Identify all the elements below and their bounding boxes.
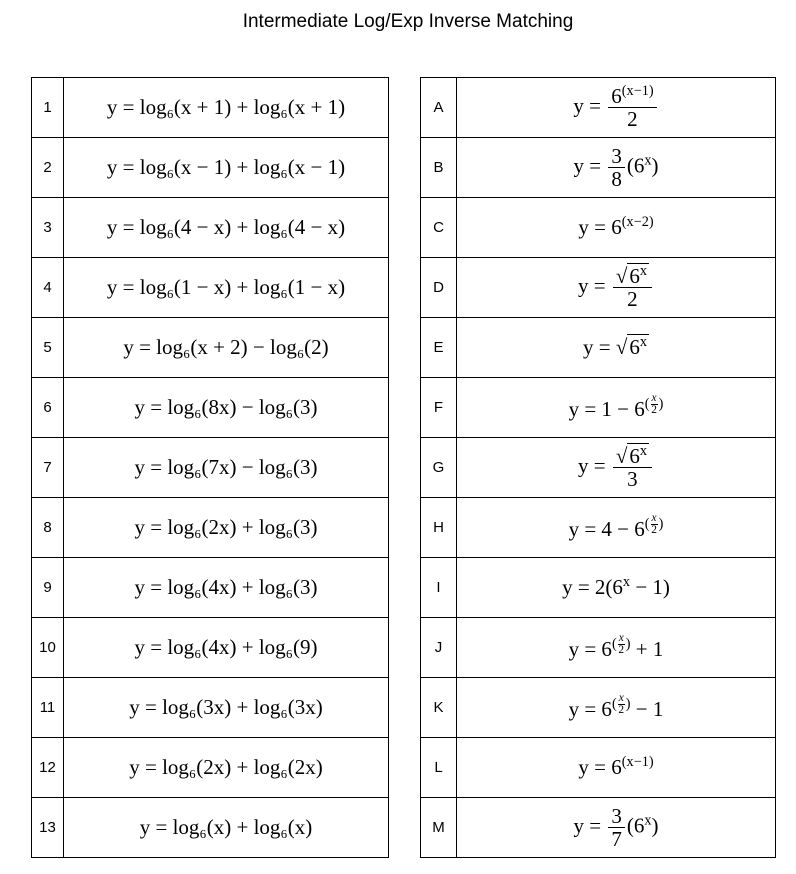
row-letter: D xyxy=(421,258,457,318)
exp-denominator: 2 xyxy=(651,404,657,417)
expr-prefix: y = xyxy=(573,813,602,838)
exponent xyxy=(644,511,664,537)
row-letter: H xyxy=(421,498,457,558)
table-row xyxy=(32,78,389,138)
log-expression: y = log₆(x + 2) − log₆(2) xyxy=(64,318,389,378)
fraction xyxy=(608,85,656,130)
expr-prefix: y = 1 − 6 xyxy=(568,397,645,422)
radicand-value: 6 xyxy=(629,335,640,359)
fraction-denominator: 7 xyxy=(611,827,622,851)
table-row xyxy=(421,378,776,438)
row-letter: A xyxy=(421,78,457,138)
table-row xyxy=(32,378,389,438)
fraction-denominator: 2 xyxy=(627,287,638,311)
expr-suffix-end: ) xyxy=(651,813,659,838)
expr-prefix: y = 2(6 xyxy=(562,575,623,599)
row-letter: C xyxy=(421,198,457,258)
row-letter: B xyxy=(421,138,457,198)
table-row xyxy=(421,438,776,498)
expr-prefix: y = 6 xyxy=(568,697,612,722)
inverse-expression xyxy=(457,618,776,678)
exp-numerator: x xyxy=(618,631,624,644)
radicand xyxy=(627,443,649,468)
expr-prefix: y = xyxy=(577,273,606,298)
expr-prefix: y = xyxy=(573,93,602,118)
inverse-expression xyxy=(457,738,776,798)
row-letter: I xyxy=(421,558,457,618)
fraction-numerator xyxy=(608,85,656,108)
table-row xyxy=(32,558,389,618)
row-number: 11 xyxy=(32,678,64,738)
exponent: x xyxy=(639,334,647,351)
numerator-value: 6 xyxy=(611,83,622,108)
fraction xyxy=(608,145,625,190)
radicand-value: 6 xyxy=(629,263,640,288)
inverse-expression xyxy=(457,198,776,258)
exponent: x xyxy=(622,574,631,591)
expr-prefix: y = xyxy=(577,453,606,478)
table-row xyxy=(32,138,389,198)
exponent-fraction xyxy=(651,393,658,417)
expr-prefix: y = 4 − 6 xyxy=(568,517,645,542)
exponent-fraction xyxy=(618,633,625,657)
row-number: 12 xyxy=(32,738,64,798)
expr-prefix: y = xyxy=(573,153,602,178)
log-expression: y = log₆(4x) + log₆(3) xyxy=(64,558,389,618)
exp-paren-close: ) xyxy=(625,696,631,713)
fraction-numerator: 3 xyxy=(608,145,625,168)
exponent xyxy=(611,691,631,717)
table-row xyxy=(421,258,776,318)
table-row xyxy=(32,198,389,258)
row-letter: M xyxy=(421,798,457,858)
log-expression: y = log₆(3x) + log₆(3x) xyxy=(64,678,389,738)
square-root: √6$^x$ xyxy=(615,334,647,359)
table-row xyxy=(32,498,389,558)
inverse-expression xyxy=(457,138,776,198)
row-letter: F xyxy=(421,378,457,438)
table-row xyxy=(32,258,389,318)
exp-numerator: x xyxy=(651,391,657,404)
expr-prefix: y = 6 xyxy=(578,755,622,779)
row-letter: G xyxy=(421,438,457,498)
row-number: 4 xyxy=(32,258,64,318)
expr-suffix: − 1 xyxy=(630,697,664,722)
table-row xyxy=(421,798,776,858)
exponent: (x−2) xyxy=(621,214,654,231)
log-expression: y = log₆(4x) + log₆(9) xyxy=(64,618,389,678)
fraction xyxy=(613,265,652,310)
exp-paren-open: ( xyxy=(644,516,650,533)
table-row xyxy=(421,738,776,798)
inverse-expression xyxy=(457,378,776,438)
expr-suffix: (6 xyxy=(626,813,645,838)
exp-numerator: x xyxy=(651,511,657,524)
exponent: x xyxy=(644,152,652,169)
expr-suffix-end: ) xyxy=(651,153,659,178)
fraction-numerator: 3 xyxy=(608,805,625,828)
log-expression: y = log₆(7x) − log₆(3) xyxy=(64,438,389,498)
expr-suffix: + 1 xyxy=(630,637,664,662)
row-letter: K xyxy=(421,678,457,738)
exponent xyxy=(611,631,631,657)
inverse-expression xyxy=(457,318,776,378)
table-row xyxy=(421,318,776,378)
table-row xyxy=(32,618,389,678)
row-number: 2 xyxy=(32,138,64,198)
page-title: Intermediate Log/Exp Inverse Matching xyxy=(242,11,574,32)
exp-paren-close: ) xyxy=(658,396,664,413)
log-expression: y = log₆(x + 1) + log₆(x + 1) xyxy=(64,78,389,138)
log-expression: y = log₆(x) + log₆(x) xyxy=(64,798,389,858)
log-expression: y = log₆(4 − x) + log₆(4 − x) xyxy=(64,198,389,258)
exponent: x xyxy=(644,812,652,829)
inverse-functions-table xyxy=(420,77,776,858)
expr-prefix: y = xyxy=(582,335,611,359)
inverse-expression xyxy=(457,258,776,318)
expr-suffix: (6 xyxy=(626,153,645,178)
expr-prefix: y = 6 xyxy=(578,215,622,239)
table-row xyxy=(421,78,776,138)
inverse-expression xyxy=(457,678,776,738)
row-number: 10 xyxy=(32,618,64,678)
log-functions-table xyxy=(31,77,389,858)
exp-numerator: x xyxy=(618,691,624,704)
row-letter: E xyxy=(421,318,457,378)
radicand xyxy=(627,263,649,288)
row-number: 5 xyxy=(32,318,64,378)
row-number: 1 xyxy=(32,78,64,138)
exp-denominator: 2 xyxy=(618,644,625,657)
inverse-expression xyxy=(457,78,776,138)
table-row xyxy=(421,498,776,558)
inverse-expression xyxy=(457,798,776,858)
exp-paren-open: ( xyxy=(611,636,617,653)
table-row xyxy=(32,738,389,798)
exponent: (x−1) xyxy=(621,83,654,100)
table-row xyxy=(32,318,389,378)
square-root: √6$^x$ xyxy=(615,263,647,288)
log-expression: y = log₆(2x) + log₆(2x) xyxy=(64,738,389,798)
row-number: 6 xyxy=(32,378,64,438)
exponent-fraction xyxy=(651,513,658,537)
table-row xyxy=(421,558,776,618)
fraction-numerator xyxy=(613,265,652,288)
row-number: 9 xyxy=(32,558,64,618)
exponent xyxy=(644,391,664,417)
exp-paren-close: ) xyxy=(625,636,631,653)
table-row xyxy=(32,798,389,858)
log-expression: y = log₆(2x) + log₆(3) xyxy=(64,498,389,558)
fraction xyxy=(608,805,625,850)
log-expression: y = log₆(8x) − log₆(3) xyxy=(64,378,389,438)
table-row xyxy=(32,678,389,738)
exp-paren-open: ( xyxy=(611,696,617,713)
table-row xyxy=(421,198,776,258)
log-expression: y = log₆(1 − x) + log₆(1 − x) xyxy=(64,258,389,318)
exp-paren-close: ) xyxy=(658,516,664,533)
fraction-numerator xyxy=(613,445,652,468)
exp-denominator: 2 xyxy=(618,704,625,717)
row-number: 3 xyxy=(32,198,64,258)
radicand xyxy=(627,334,649,359)
row-letter: J xyxy=(421,618,457,678)
exponent: x xyxy=(639,263,647,280)
table-row xyxy=(421,678,776,738)
expr-suffix: − 1) xyxy=(630,575,670,599)
exponent: (x−1) xyxy=(621,754,654,771)
table-row xyxy=(421,618,776,678)
expr-prefix: y = 6 xyxy=(568,637,612,662)
row-letter: L xyxy=(421,738,457,798)
fraction xyxy=(613,445,652,490)
square-root: √6$^x$ xyxy=(615,443,647,468)
fraction-denominator: 8 xyxy=(611,167,622,191)
inverse-expression xyxy=(457,558,776,618)
exp-paren-open: ( xyxy=(644,396,650,413)
radicand-value: 6 xyxy=(629,443,640,468)
table-row xyxy=(32,438,389,498)
row-number: 13 xyxy=(32,798,64,858)
inverse-expression xyxy=(457,438,776,498)
table-row xyxy=(421,138,776,198)
fraction-denominator: 2 xyxy=(627,107,638,131)
row-number: 8 xyxy=(32,498,64,558)
row-number: 7 xyxy=(32,438,64,498)
exp-denominator: 2 xyxy=(651,524,657,537)
inverse-expression xyxy=(457,498,776,558)
exponent-fraction xyxy=(618,693,625,717)
exponent: x xyxy=(639,443,647,460)
log-expression: y = log₆(x − 1) + log₆(x − 1) xyxy=(64,138,389,198)
fraction-denominator: 3 xyxy=(627,467,638,491)
